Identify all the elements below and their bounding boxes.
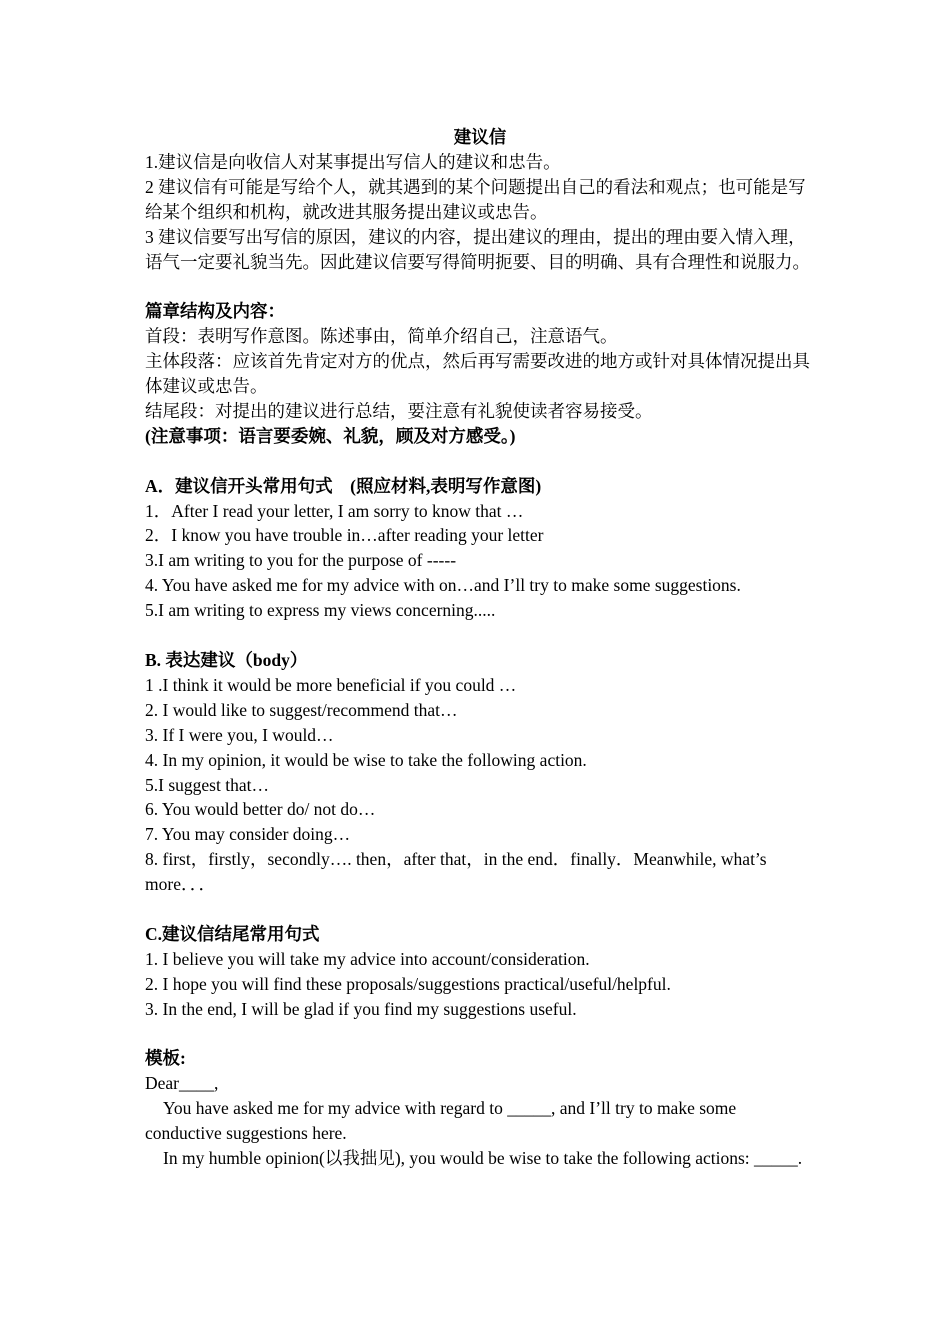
section-b-item: 1 .I think it would be more beneficial if you could …	[145, 674, 517, 695]
section-a-item: 5.I am writing to express my views concerning.....	[145, 600, 496, 621]
template-heading: 模板:	[145, 1048, 186, 1069]
section-a-item: 4. You have asked me for my advice with on…and I’ll try to make some suggestions.	[145, 575, 741, 596]
section-b-item: 2. I would like to suggest/recommend that…	[145, 699, 458, 720]
section-c-heading: C.建议信结尾常用句式	[145, 923, 320, 944]
section-a-item: 3.I am writing to you for the purpose of -----	[145, 550, 457, 571]
section-a-item: 2．I know you have trouble in…after reading your letter	[145, 525, 544, 546]
spacer	[145, 897, 815, 922]
spacer	[145, 274, 815, 299]
section-b-item: 8. first，firstly，secondly…. then，after that，in the end．finally．Meanwhile, what’s more．．．	[145, 849, 767, 895]
spacer	[145, 449, 815, 474]
section-b-item: 7. You may consider doing…	[145, 824, 351, 845]
template-salutation: Dear____,	[145, 1073, 219, 1094]
spacer	[145, 1022, 815, 1047]
section-b-item: 3. If I were you, I would…	[145, 724, 334, 745]
intro-point-3: 3 建议信要写出写信的原因，建议的内容，提出建议的理由，提出的理由要入情入理，语气一定要礼貌当先。因此建议信要写得简明扼要、目的明确、具有合理性和说服力。	[145, 226, 810, 272]
section-c-item: 2. I hope you will find these proposals/suggestions practical/useful/helpful.	[145, 973, 671, 994]
structure-body: 主体段落：应该首先肯定对方的优点，然后再写需要改进的地方或针对具体情况提出具体建议或忠告。	[145, 351, 810, 397]
structure-first: 首段：表明写作意图。陈述事由，简单介绍自己，注意语气。	[145, 326, 618, 347]
section-b-heading: B. 表达建议（body）	[145, 649, 308, 670]
structure-end: 结尾段：对提出的建议进行总结，要注意有礼貌使读者容易接受。	[145, 400, 653, 421]
document-title: 建议信	[453, 127, 507, 147]
intro-point-1: 1.建议信是向收信人对某事提出写信人的建议和忠告。	[145, 151, 561, 172]
section-b-item: 4. In my opinion, it would be wise to take the following action.	[145, 749, 587, 770]
spacer	[145, 623, 815, 648]
section-b-item: 5.I suggest that…	[145, 774, 269, 795]
section-c-item: 1. I believe you will take my advice into account/consideration.	[145, 948, 590, 969]
section-b-item: 6. You would better do/ not do…	[145, 799, 376, 820]
document-body	[145, 125, 815, 1171]
structure-heading: 篇章结构及内容：	[145, 301, 285, 322]
template-paragraph-2: In my humble opinion(以我拙见), you would be wise to take the following actions: _____.	[163, 1148, 803, 1169]
section-a-item: 1．After I read your letter, I am sorry to know that …	[145, 500, 524, 521]
intro-point-2: 2 建议信有可能是写给个人，就其遇到的某个问题提出自己的看法和观点；也可能是写给某个组织和机构，就改进其服务提出建议或忠告。	[145, 176, 806, 222]
section-c-item: 3. In the end, I will be glad if you find my suggestions useful.	[145, 998, 577, 1019]
section-a-heading: A．建议信开头常用句式 (照应材料,表明写作意图)	[145, 475, 542, 496]
structure-note: (注意事项：语言要委婉、礼貌，顾及对方感受。)	[145, 425, 516, 446]
template-paragraph-1: You have asked me for my advice with regard to _____, and I’ll try to make some conductive suggestions here.	[145, 1098, 737, 1144]
